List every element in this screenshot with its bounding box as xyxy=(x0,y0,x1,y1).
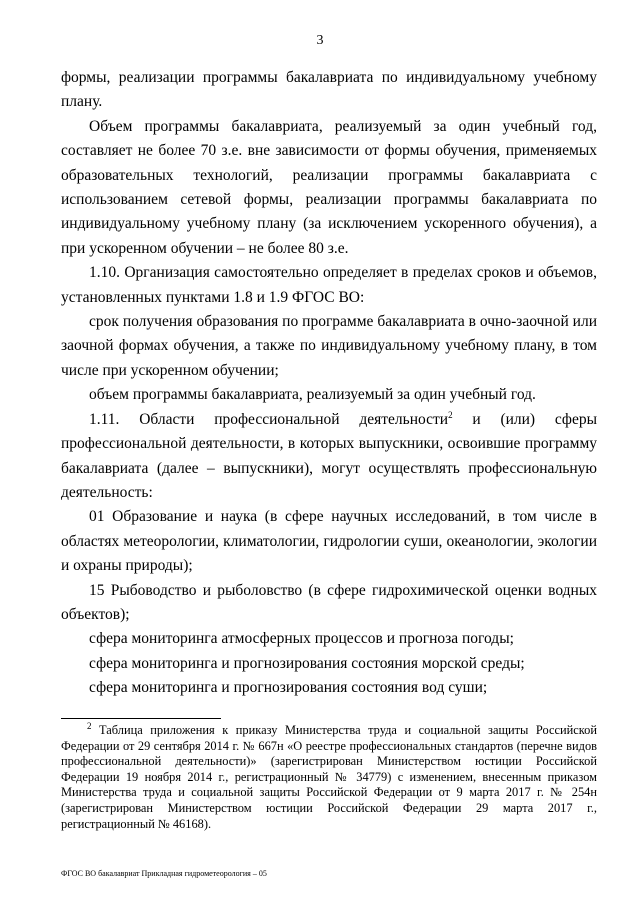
paragraph: объем программы бакалавриата, реализуемый за один учебный год. xyxy=(89,386,536,404)
paragraph-with-footnote xyxy=(61,408,597,506)
paragraph: 1.10. Организация самостоятельно определяет в пределах сроков и объемов, установленных пунктами 1.8 и 1.9 ФГОС ВО: xyxy=(61,264,597,306)
footnote xyxy=(61,720,597,832)
footnote-divider xyxy=(61,718,221,719)
document-body xyxy=(61,66,597,701)
paragraph: срок получения образования по программе бакалавриата в очно-заочной или заочной формах обучения, а также по индивидуальному учебному плану, в том числе при ускоренном обучении; xyxy=(61,313,597,379)
paragraph-text: и (или) сферы профессиональной деятельности, в которых выпускники, освоившие программу бакалавриата (далее – выпускники), могут осуществлять профессиональную деятельность: xyxy=(61,410,598,501)
paragraph-text: 1.11. Области профессиональной деятельности xyxy=(89,410,449,428)
footnote-text: Таблица приложения к приказу Министерства труда и социальной защиты Российской Федерации от 29 сентября 2014 г. № 667н «О реестре профессиональных стандартов (перечне видов профессиональной деятельности)» (зарегистрирован Министерством юстиции Российской Федерации 19 ноября 2014 г., регистрационный № 34779) с изменением, внесенным приказом Министерства труда и социальной защиты Российской Федерации от 9 марта 2017 г. № 254н (зарегистрирован Министерством юстиции Российской Федерации 29 марта 2017 г., регистрационный № 46168). xyxy=(61,723,597,831)
paragraph: 15 Рыбоводство и рыболовство (в сфере гидрохимической оценки водных объектов); xyxy=(61,581,597,623)
paragraph: сфера мониторинга и прогнозирования состояния вод суши; xyxy=(89,679,488,697)
paragraph: сфера мониторинга атмосферных процессов и прогноза погоды; xyxy=(89,630,514,648)
paragraph: Объем программы бакалавриата, реализуемый за один учебный год, составляет не более 70 з.е. вне зависимости от формы обучения, применяемых образовательных технологий, реализации программы бакалавриата с использованием сетевой формы, реализации программы бакалавриата по индивидуальному учебному плану (за исключением ускоренного обучения), а при ускоренном обучении – не более 80 з.е. xyxy=(61,117,597,257)
paragraph: формы, реализации программы бакалавриата по индивидуальному учебному плану. xyxy=(61,69,597,111)
paragraph: 01 Образование и наука (в сфере научных исследований, в том числе в областях метеорологии, климатологии, гидрологии суши, океанологии, экологии и охраны природы); xyxy=(61,508,597,575)
footnote-reference: 2 xyxy=(448,409,453,420)
footnote-marker: 2 xyxy=(87,720,92,731)
paragraph: сфера мониторинга и прогнозирования состояния морской среды; xyxy=(89,654,525,672)
page-footer: ФГОС ВО бакалавриат Прикладная гидрометеорология – 05 xyxy=(61,869,267,878)
page-number: 3 xyxy=(316,33,324,48)
